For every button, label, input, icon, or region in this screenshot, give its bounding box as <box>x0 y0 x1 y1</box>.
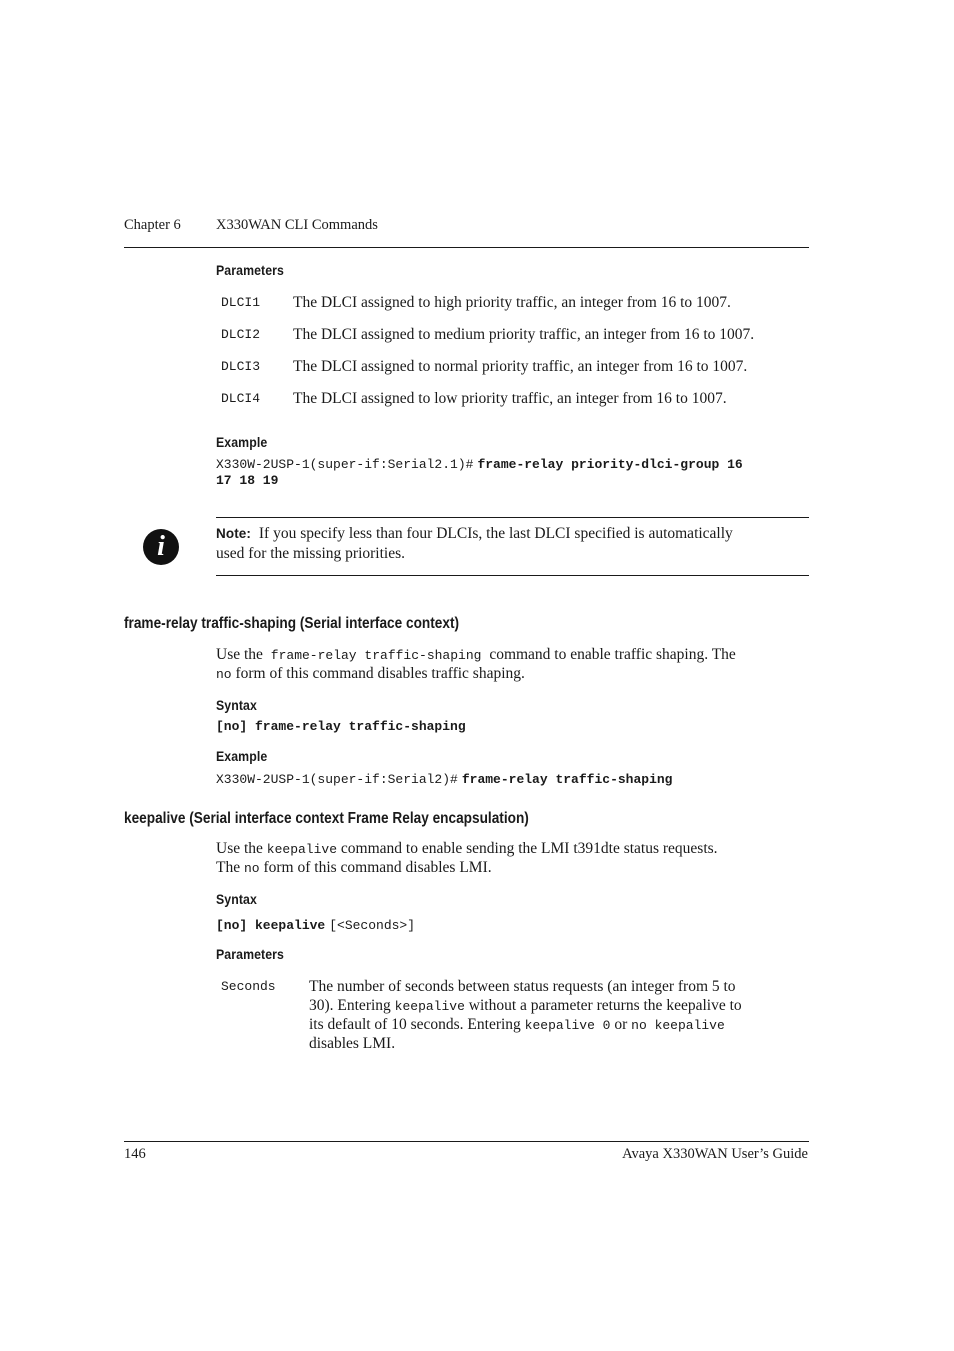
inline-code: no <box>243 861 260 876</box>
param-desc-line: 30). Entering keepalive without a parameter returns the keepalive to <box>309 997 742 1014</box>
example-heading: Example <box>216 748 268 764</box>
param-name: DLCI1 <box>221 295 261 310</box>
cli-prompt: X330W-2USP-1(super-if:Serial2.1)# <box>216 457 474 472</box>
param-desc: The DLCI assigned to medium priority traffic, an integer from 16 to 1007. <box>293 326 755 343</box>
syntax-code: [no] frame-relay traffic-shaping <box>216 719 466 734</box>
param-desc-line: its default of 10 seconds. Entering keepalive 0 or no keepalive <box>309 1016 725 1033</box>
chapter-label: Chapter 6 <box>124 217 181 233</box>
parameters-heading: Parameters <box>216 946 285 962</box>
note-text-line2: used for the missing priorities. <box>216 545 405 562</box>
syntax-argument: [<Seconds>] <box>329 918 416 933</box>
page-number: 146 <box>124 1146 146 1162</box>
info-icon: i <box>143 529 179 565</box>
example-heading: Example <box>216 434 268 450</box>
footer-rule <box>124 1141 809 1142</box>
param-name: DLCI4 <box>221 391 261 406</box>
syntax-heading: Syntax <box>216 697 257 713</box>
section-title: keepalive (Serial interface context Frame Relay encapsulation) <box>124 810 529 827</box>
section-intro-line2: The no form of this command disables LMI. <box>216 859 492 876</box>
inline-code: keepalive 0 <box>524 1018 611 1033</box>
param-name: DLCI3 <box>221 359 261 374</box>
section-intro-line2: no form of this command disables traffic shaping. <box>216 665 525 682</box>
param-desc: The DLCI assigned to high priority traffic, an integer from 16 to 1007. <box>293 294 731 311</box>
section-intro: Use the frame-relay traffic-shaping command to enable traffic shaping. The <box>216 646 736 663</box>
inline-code: no <box>216 667 232 682</box>
note-text: Note: If you specify less than four DLCIs, the last DLCI specified is automatically <box>216 525 733 542</box>
header-rule <box>124 247 809 248</box>
cli-command: frame-relay traffic-shaping <box>461 772 673 787</box>
param-name: DLCI2 <box>221 327 261 342</box>
section-intro: Use the keepalive command to enable sending the LMI t391dte status requests. <box>216 840 718 857</box>
param-desc: The DLCI assigned to normal priority traffic, an integer from 16 to 1007. <box>293 358 748 375</box>
syntax-code: [no] keepalive [<Seconds>] <box>216 918 416 933</box>
inline-code: keepalive <box>394 999 465 1014</box>
section-title: frame-relay traffic-shaping (Serial interface context) <box>124 615 460 632</box>
example-code-line <box>216 770 672 788</box>
cli-command: frame-relay priority-dlci-group 16 <box>477 457 743 472</box>
chapter-title: X330WAN CLI Commands <box>216 217 378 233</box>
cli-command-continuation: 17 18 19 <box>216 473 279 488</box>
inline-code: frame-relay traffic-shaping <box>270 648 482 663</box>
note-label: Note: <box>216 526 251 541</box>
inline-code: keepalive <box>266 842 338 857</box>
inline-code: no keepalive <box>631 1018 725 1033</box>
note-top-rule <box>216 517 809 518</box>
param-desc: The DLCI assigned to low priority traffic, an integer from 16 to 1007. <box>293 390 727 407</box>
param-name: Seconds <box>221 979 276 994</box>
parameters-heading: Parameters <box>216 262 285 278</box>
param-desc-line: The number of seconds between status requests (an integer from 5 to <box>309 978 736 995</box>
guide-title: Avaya X330WAN User’s Guide <box>622 1146 808 1162</box>
param-desc-line: disables LMI. <box>309 1035 396 1052</box>
note-bottom-rule <box>216 575 809 576</box>
cli-prompt: X330W-2USP-1(super-if:Serial2)# <box>216 772 458 787</box>
syntax-heading: Syntax <box>216 891 257 907</box>
example-code-line <box>216 455 743 473</box>
